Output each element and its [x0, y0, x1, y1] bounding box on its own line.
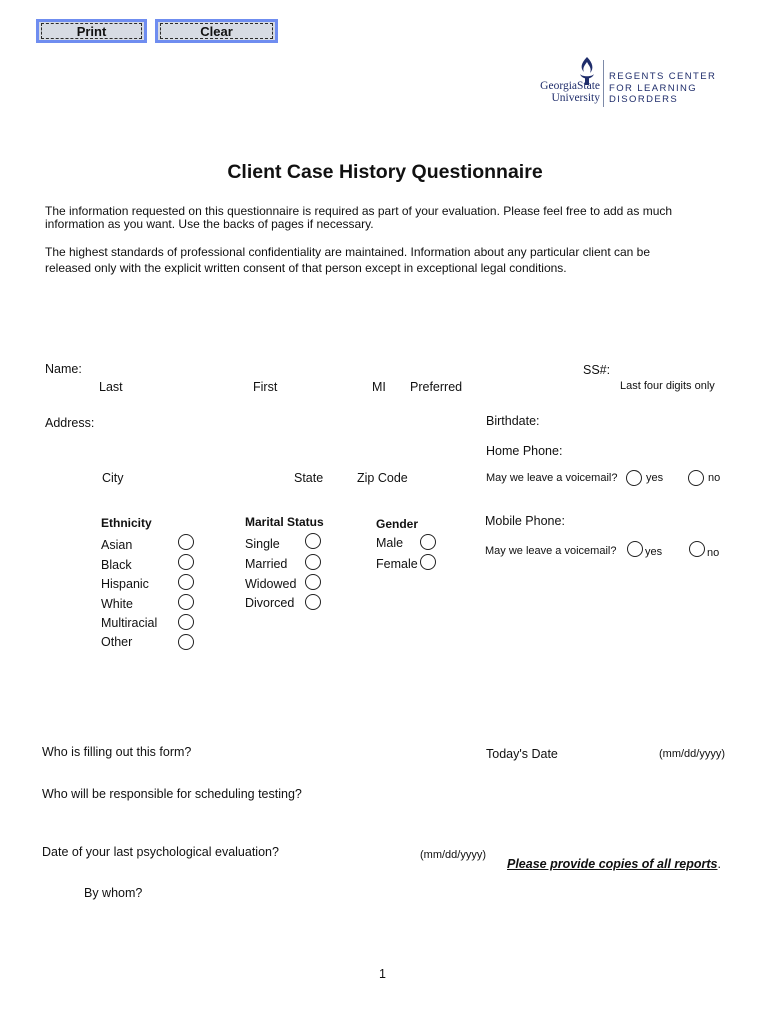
gender-heading: Gender — [376, 517, 419, 531]
preferred-name-label: Preferred — [410, 380, 463, 394]
marital-option-widowed: Widowed — [245, 577, 297, 591]
marital-status-heading: Marital Status — [245, 515, 324, 529]
last-eval-label: Date of your last psychological evaluation? — [42, 845, 279, 859]
by-whom-label: By whom? — [84, 886, 143, 900]
mobile-voicemail-no-label: no — [707, 547, 720, 559]
mobile-voicemail-no-radio[interactable] — [689, 541, 705, 557]
mobile-voicemail-yes-label: yes — [645, 546, 663, 558]
confidentiality-line-1: The highest standards of professional confidentiality are maintained. Information about any particular client can be — [45, 245, 651, 259]
print-button[interactable]: Print — [36, 19, 147, 43]
intro-line-2: information as you want. Use the backs of pages if necessary. — [45, 217, 374, 231]
ss-hint: Last four digits only — [620, 380, 715, 392]
ethnicity-option-multiracial: Multiracial — [101, 616, 158, 630]
todays-date-hint: (mm/dd/yyyy) — [659, 748, 725, 760]
marital-widowed-radio[interactable] — [305, 574, 321, 590]
eval-date-hint: (mm/dd/yyyy) — [420, 849, 486, 861]
ethnicity-other-radio[interactable] — [178, 634, 194, 650]
ethnicity-black-radio[interactable] — [178, 554, 194, 570]
copies-note-text: Please provide copies of all reports — [507, 857, 718, 871]
mobile-phone-label: Mobile Phone: — [485, 514, 565, 528]
gender-female-radio[interactable] — [420, 554, 436, 570]
marital-married-radio[interactable] — [305, 554, 321, 570]
clear-button[interactable]: Clear — [155, 19, 278, 43]
last-name-label: Last — [99, 380, 123, 394]
gender-option-male: Male — [376, 536, 404, 550]
address-label: Address: — [45, 416, 95, 430]
ethnicity-asian-radio[interactable] — [178, 534, 194, 550]
mobile-voicemail-yes-radio[interactable] — [627, 541, 643, 557]
name-label: Name: — [45, 362, 82, 376]
ethnicity-option-white: White — [101, 597, 133, 611]
rc-line3: DISORDERS — [609, 94, 679, 105]
ethnicity-hispanic-radio[interactable] — [178, 574, 194, 590]
copies-note-period: . — [717, 857, 721, 871]
who-filling-label: Who is filling out this form? — [42, 745, 192, 759]
rc-line2: FOR LEARNING — [609, 82, 698, 94]
ethnicity-heading: Ethnicity — [101, 516, 152, 530]
intro-line-1: The information requested on this questionnaire is required as part of your evaluation. Please feel free to add as much — [45, 204, 673, 218]
marital-option-married: Married — [245, 557, 288, 571]
scheduling-label: Who will be responsible for scheduling testing? — [42, 787, 302, 801]
home-voicemail-yes-radio[interactable] — [626, 470, 642, 486]
state-label: State — [294, 471, 324, 485]
marital-option-divorced: Divorced — [245, 596, 295, 610]
ss-label: SS#: — [583, 363, 611, 377]
page-number: 1 — [379, 967, 386, 981]
todays-date-label: Today's Date — [486, 747, 558, 761]
marital-option-single: Single — [245, 537, 280, 551]
mobile-voicemail-question: May we leave a voicemail? — [485, 545, 617, 557]
copies-note — [507, 857, 721, 871]
ethnicity-white-radio[interactable] — [178, 594, 194, 610]
rc-line1: REGENTS CENTER — [609, 71, 717, 82]
mi-label: MI — [372, 380, 386, 394]
home-voicemail-question: May we leave a voicemail? — [486, 472, 618, 484]
gender-male-radio[interactable] — [420, 534, 436, 550]
page-title: Client Case History Questionnaire — [227, 161, 543, 183]
ethnicity-option-asian: Asian — [101, 538, 133, 552]
ethnicity-multiracial-radio[interactable] — [178, 614, 194, 630]
home-voicemail-no-radio[interactable] — [688, 470, 704, 486]
confidentiality-line-2: released only with the explicit written consent of that person except in exceptional legal conditions. — [45, 261, 567, 275]
gsu-name-line1: GeorgiaState — [540, 80, 600, 92]
home-voicemail-yes-label: yes — [646, 472, 664, 484]
ethnicity-option-other: Other — [101, 635, 133, 649]
ethnicity-option-black: Black — [101, 558, 132, 572]
home-voicemail-no-label: no — [708, 472, 721, 484]
gsu-name-line2: University — [551, 92, 600, 104]
ethnicity-option-hispanic: Hispanic — [101, 577, 149, 591]
birthdate-label: Birthdate: — [486, 414, 540, 428]
zip-code-label: Zip Code — [357, 471, 408, 485]
marital-single-radio[interactable] — [305, 533, 321, 549]
gender-option-female: Female — [376, 557, 418, 571]
home-phone-label: Home Phone: — [486, 444, 563, 458]
first-name-label: First — [253, 380, 278, 394]
marital-divorced-radio[interactable] — [305, 594, 321, 610]
city-label: City — [102, 471, 124, 485]
